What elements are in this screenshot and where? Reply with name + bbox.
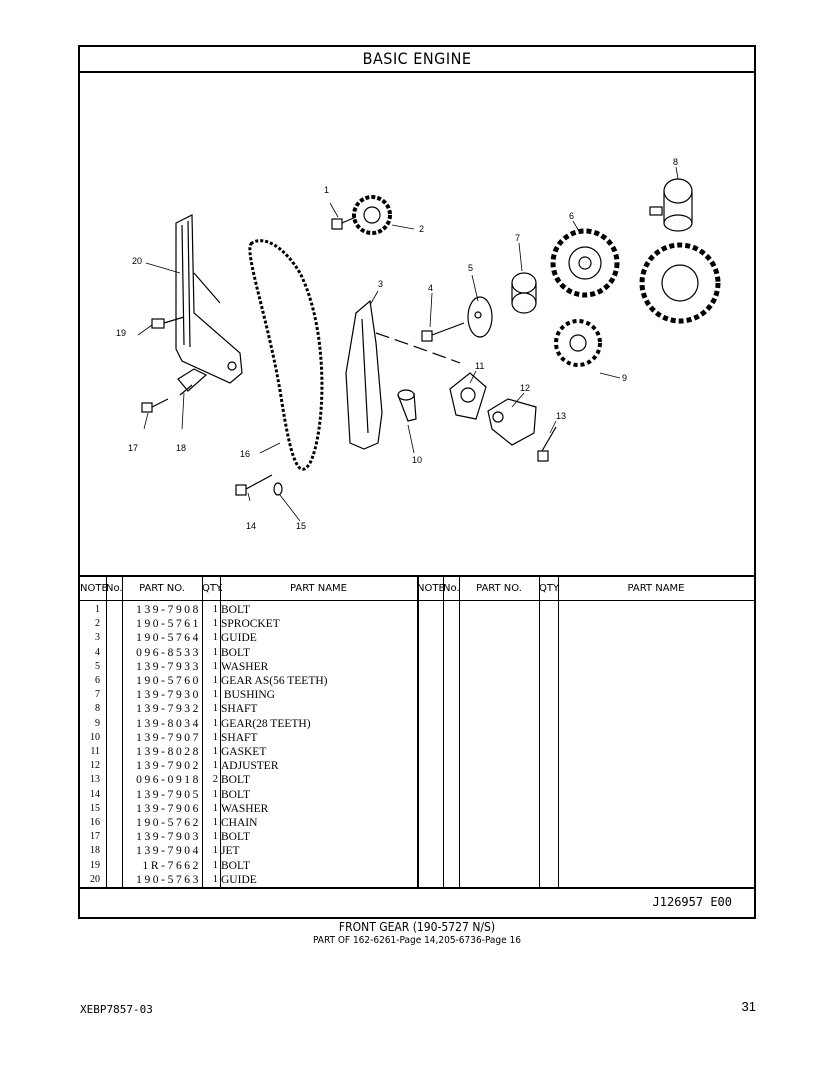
table-row bbox=[80, 788, 417, 802]
row-item-number: 1 bbox=[95, 604, 100, 615]
row-item-number: 19 bbox=[90, 859, 100, 871]
table-row bbox=[80, 745, 417, 759]
illustration-ref-box bbox=[80, 887, 754, 917]
callout-8: 8 bbox=[673, 157, 679, 167]
document-number: XEBP7857-03 bbox=[80, 1003, 153, 1016]
row-part-name: JET bbox=[221, 845, 240, 858]
table-row bbox=[80, 660, 417, 674]
row-item-number: 5 bbox=[95, 660, 100, 672]
row-part-name: BOLT bbox=[221, 859, 250, 872]
row-item-number: 12 bbox=[90, 760, 100, 772]
parts-page-frame bbox=[78, 45, 756, 919]
adjuster-12-drawing bbox=[488, 399, 536, 445]
table-row bbox=[80, 816, 417, 830]
row-item-number: 8 bbox=[95, 703, 100, 715]
row-item-number: 14 bbox=[90, 788, 100, 800]
row-part-name: SHAFT bbox=[221, 703, 258, 716]
table-row bbox=[80, 759, 417, 773]
callout-14: 14 bbox=[246, 521, 257, 531]
row-part-name: BOLT bbox=[221, 831, 250, 844]
bolt-17-drawing bbox=[142, 399, 168, 412]
row-part-name: GASKET bbox=[221, 746, 267, 758]
row-item-number: 16 bbox=[90, 817, 100, 828]
row-part-name: BOLT bbox=[221, 774, 250, 787]
row-part-number: 139-7905 bbox=[136, 788, 201, 801]
shaft-8-drawing bbox=[650, 179, 692, 231]
table-row bbox=[80, 773, 417, 787]
callout-11: 11 bbox=[475, 361, 485, 371]
illustration-code: J126957 E00 bbox=[652, 895, 732, 909]
row-quantity: 1 bbox=[212, 746, 218, 757]
row-item-number: 4 bbox=[95, 646, 100, 658]
exploded-view-illustration bbox=[80, 73, 754, 575]
row-part-name: SPROCKET bbox=[221, 618, 280, 631]
callout-10: 10 bbox=[412, 455, 423, 465]
row-part-name: ADJUSTER bbox=[221, 760, 279, 773]
row-quantity: 1 bbox=[212, 817, 218, 828]
row-part-name: GEAR(28 TEETH) bbox=[221, 717, 311, 730]
row-item-number: 18 bbox=[90, 845, 100, 857]
group-caption: FRONT GEAR (190-5727 N/S) bbox=[338, 920, 496, 934]
row-part-number: 1R-7662 bbox=[142, 859, 201, 872]
column-rule bbox=[459, 577, 460, 887]
column-rule bbox=[558, 577, 559, 887]
callout-18: 18 bbox=[176, 443, 187, 453]
callout-15: 15 bbox=[296, 521, 307, 531]
header-note: NOTE bbox=[80, 577, 106, 601]
row-part-number: 190-5762 bbox=[136, 817, 201, 829]
header-part-no-right: PART NO. bbox=[459, 577, 539, 601]
row-quantity: 1 bbox=[212, 859, 218, 871]
row-quantity: 1 bbox=[212, 675, 218, 686]
guide-3-drawing bbox=[346, 301, 460, 449]
header-no: No. bbox=[106, 577, 122, 601]
washer-15-drawing bbox=[274, 483, 282, 495]
row-part-number: 139-8034 bbox=[136, 717, 201, 730]
sprocket-2-drawing bbox=[354, 197, 390, 233]
washer-5-drawing bbox=[468, 297, 492, 337]
row-part-number: 139-7903 bbox=[136, 831, 201, 844]
callout-13: 13 bbox=[556, 411, 567, 421]
gear-9-drawing bbox=[556, 321, 600, 365]
callout-17: 17 bbox=[128, 443, 139, 453]
header-part-name: PART NAME bbox=[220, 577, 417, 601]
table-row bbox=[80, 731, 417, 745]
bolt-4-drawing bbox=[422, 323, 464, 341]
callout-9: 9 bbox=[622, 373, 628, 383]
row-item-number: 17 bbox=[90, 831, 100, 843]
row-part-name: BOLT bbox=[221, 788, 250, 801]
table-row bbox=[80, 717, 417, 731]
row-quantity: 1 bbox=[212, 873, 218, 885]
row-part-name: WASHER bbox=[221, 660, 269, 673]
row-part-name: GEAR AS(56 TEETH) bbox=[221, 675, 328, 687]
bolt-19-drawing bbox=[152, 317, 184, 328]
row-part-number: 190-5764 bbox=[136, 632, 201, 645]
row-quantity: 1 bbox=[212, 689, 218, 701]
row-part-number: 139-7932 bbox=[136, 703, 201, 716]
row-part-number: 096-8533 bbox=[136, 646, 201, 659]
gasket-11-drawing bbox=[450, 373, 486, 419]
page-number: 31 bbox=[741, 999, 756, 1014]
row-part-number: 139-7902 bbox=[136, 760, 201, 773]
callout-19: 19 bbox=[116, 328, 127, 338]
row-part-number: 139-8028 bbox=[136, 746, 201, 758]
row-part-name: GUIDE bbox=[221, 632, 257, 645]
table-row bbox=[80, 802, 417, 816]
row-quantity: 1 bbox=[212, 703, 218, 715]
column-rule-center bbox=[417, 577, 419, 887]
row-item-number: 3 bbox=[95, 632, 100, 644]
row-quantity: 1 bbox=[212, 660, 218, 672]
column-rule bbox=[539, 577, 540, 887]
callout-12: 12 bbox=[520, 383, 531, 393]
row-part-name: BOLT bbox=[221, 604, 250, 616]
callout-6: 6 bbox=[569, 211, 575, 221]
row-part-name: BUSHING bbox=[221, 689, 275, 702]
gear-6-drawing bbox=[553, 231, 617, 295]
callout-20: 20 bbox=[132, 256, 143, 266]
row-quantity: 1 bbox=[212, 788, 218, 800]
guide-left-drawing bbox=[176, 215, 242, 383]
header-qty-right: QTY. bbox=[539, 577, 558, 601]
row-item-number: 11 bbox=[90, 746, 100, 757]
jet-18-drawing bbox=[178, 369, 206, 395]
column-rule bbox=[443, 577, 444, 887]
row-part-name: SHAFT bbox=[221, 731, 258, 744]
row-item-number: 15 bbox=[90, 802, 100, 814]
bolt-14-drawing bbox=[236, 475, 272, 495]
row-part-number: 139-7907 bbox=[136, 731, 201, 744]
row-part-number: 139-7908 bbox=[136, 604, 201, 616]
row-quantity: 1 bbox=[212, 845, 218, 857]
callout-5: 5 bbox=[468, 263, 474, 273]
table-row bbox=[80, 646, 417, 660]
row-part-number: 139-7906 bbox=[136, 802, 201, 815]
row-item-number: 6 bbox=[95, 675, 100, 686]
table-row bbox=[80, 859, 417, 873]
row-quantity: 1 bbox=[212, 618, 218, 630]
row-quantity: 1 bbox=[212, 802, 218, 814]
row-part-number: 139-7933 bbox=[136, 660, 201, 673]
callout-7: 7 bbox=[515, 233, 521, 243]
row-quantity: 1 bbox=[212, 646, 218, 658]
gear-right-drawing bbox=[642, 245, 718, 321]
table-row bbox=[80, 617, 417, 631]
bolt-13-drawing bbox=[538, 427, 556, 461]
row-item-number: 13 bbox=[90, 774, 100, 786]
header-note-right: NOTE bbox=[417, 577, 443, 601]
parts-table bbox=[80, 575, 754, 887]
row-quantity: 1 bbox=[212, 604, 218, 615]
header-part-no: PART NO. bbox=[122, 577, 202, 601]
row-part-name: WASHER bbox=[221, 802, 269, 815]
chain-16-drawing bbox=[250, 241, 322, 470]
row-part-number: 190-5760 bbox=[136, 675, 201, 687]
row-quantity: 1 bbox=[212, 717, 218, 729]
row-item-number: 9 bbox=[95, 717, 100, 729]
table-row bbox=[80, 830, 417, 844]
row-part-number: 096-0918 bbox=[136, 774, 201, 787]
table-row bbox=[80, 844, 417, 858]
header-part-name-right: PART NAME bbox=[558, 577, 754, 601]
row-part-number: 190-5763 bbox=[136, 873, 201, 886]
callout-4: 4 bbox=[428, 283, 434, 293]
shaft-10-drawing bbox=[398, 390, 416, 421]
row-quantity: 2 bbox=[212, 774, 218, 786]
callout-16: 16 bbox=[240, 449, 251, 459]
row-part-name: GUIDE bbox=[221, 873, 257, 886]
row-part-number: 190-5761 bbox=[136, 618, 201, 631]
header-no-right: No. bbox=[443, 577, 459, 601]
table-row bbox=[80, 631, 417, 645]
row-part-name: CHAIN bbox=[221, 817, 258, 829]
callout-3: 3 bbox=[378, 279, 384, 289]
row-quantity: 1 bbox=[212, 831, 218, 843]
header-qty: QTY. bbox=[202, 577, 220, 601]
group-subcaption: PART OF 162-6261-Page 14,205-6736-Page 16 bbox=[313, 935, 521, 946]
table-row bbox=[80, 674, 417, 688]
row-item-number: 20 bbox=[90, 873, 100, 885]
row-quantity: 1 bbox=[212, 632, 218, 644]
row-part-number: 139-7930 bbox=[136, 689, 201, 702]
row-quantity: 1 bbox=[212, 731, 218, 743]
row-item-number: 10 bbox=[90, 731, 100, 743]
section-title: BASIC ENGINE bbox=[80, 47, 754, 73]
table-row bbox=[80, 873, 417, 887]
table-row bbox=[80, 688, 417, 702]
row-part-name: BOLT bbox=[221, 646, 250, 659]
row-quantity: 1 bbox=[212, 760, 218, 772]
row-item-number: 7 bbox=[95, 689, 100, 701]
row-item-number: 2 bbox=[95, 618, 100, 630]
callout-1: 1 bbox=[324, 185, 330, 195]
callout-2: 2 bbox=[419, 224, 425, 234]
table-row bbox=[80, 702, 417, 716]
bushing-7-drawing bbox=[512, 273, 536, 313]
table-row bbox=[80, 603, 417, 617]
row-part-number: 139-7904 bbox=[136, 845, 201, 858]
bolt-1-drawing bbox=[332, 217, 356, 229]
